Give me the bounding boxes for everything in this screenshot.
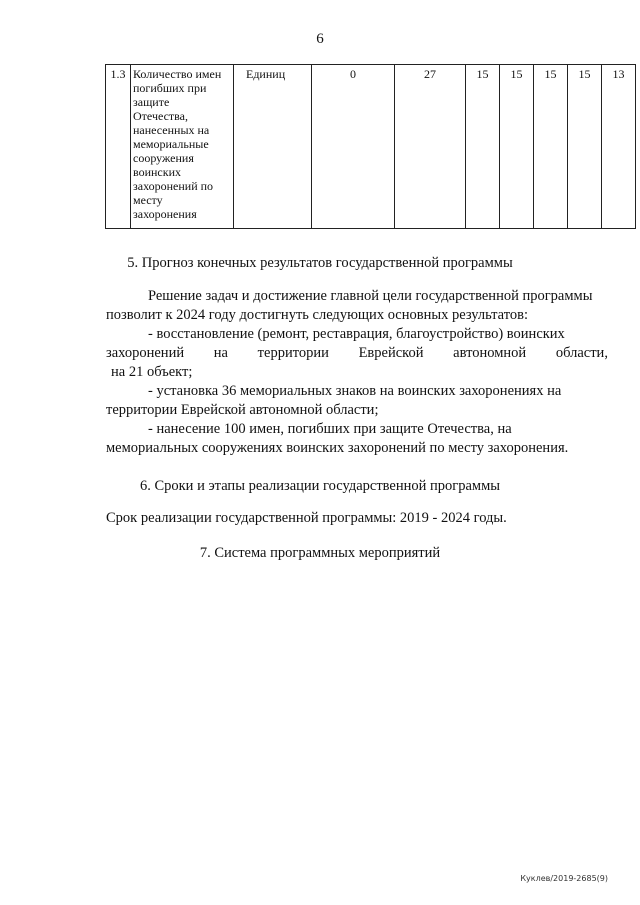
page-number: 6: [316, 31, 324, 47]
name-line: захоронений по: [133, 179, 214, 193]
value-cell: 0: [312, 65, 395, 229]
text-line: позволит к 2024 году достигнуть следующих основных результатов:: [106, 307, 529, 323]
name-line: Количество имен: [133, 67, 222, 81]
results-table: [105, 64, 636, 229]
text-line: - нанесение 100 имен, погибших при защите Отечества, на: [148, 421, 512, 437]
value-cell: 15: [568, 65, 602, 229]
row-number: 1.3: [106, 65, 131, 229]
text-line: - установка 36 мемориальных знаков на воинских захоронениях на: [148, 383, 562, 399]
indicator-name: [131, 65, 234, 229]
table-row: [106, 65, 636, 229]
name-line: воинских: [133, 165, 182, 179]
section-6-text: Срок реализации государственной программы: 2019 - 2024 годы.: [106, 510, 507, 526]
name-line: защите: [133, 95, 170, 109]
value-cell: 13: [602, 65, 636, 229]
name-line: месту: [133, 193, 163, 207]
value-cell: 15: [466, 65, 500, 229]
text-line: - восстановление (ремонт, реставрация, благоустройство) воинских: [148, 326, 565, 342]
text-line: Решение задач и достижение главной цели государственной программы: [148, 288, 593, 304]
name-line: сооружения: [133, 151, 194, 165]
name-line: Отечества,: [133, 109, 189, 123]
value-cell: 27: [395, 65, 466, 229]
name-line: погибших при: [133, 81, 207, 95]
value-cell: 15: [500, 65, 534, 229]
section-5-title: 5. Прогноз конечных результатов государственной программы: [127, 255, 513, 271]
word: области,: [555, 345, 608, 361]
section-6-title: 6. Сроки и этапы реализации государственной программы: [139, 478, 501, 494]
word: территории: [257, 345, 329, 361]
text-line: территории Еврейской автономной области;: [106, 402, 379, 418]
value-cell: 15: [534, 65, 568, 229]
text-line: на 21 объект;: [111, 364, 193, 380]
document-footer-code: Куклев/2019-2685(9): [520, 874, 608, 883]
word: захоронений: [106, 345, 185, 361]
word: автономной: [453, 345, 527, 361]
section-5-body: [106, 287, 608, 458]
section-7-title: 7. Система программных мероприятий: [199, 545, 441, 561]
name-line: захоронения: [133, 207, 197, 221]
word: Еврейской: [358, 345, 424, 361]
text-line: мемориальных сооружениях воинских захоронений по месту захоронения.: [106, 440, 569, 456]
word: на: [213, 345, 228, 361]
name-line: мемориальные: [133, 137, 209, 151]
name-line: нанесенных на: [133, 123, 210, 137]
text-line-justified: [106, 344, 608, 363]
unit-cell: Единиц: [234, 65, 312, 229]
